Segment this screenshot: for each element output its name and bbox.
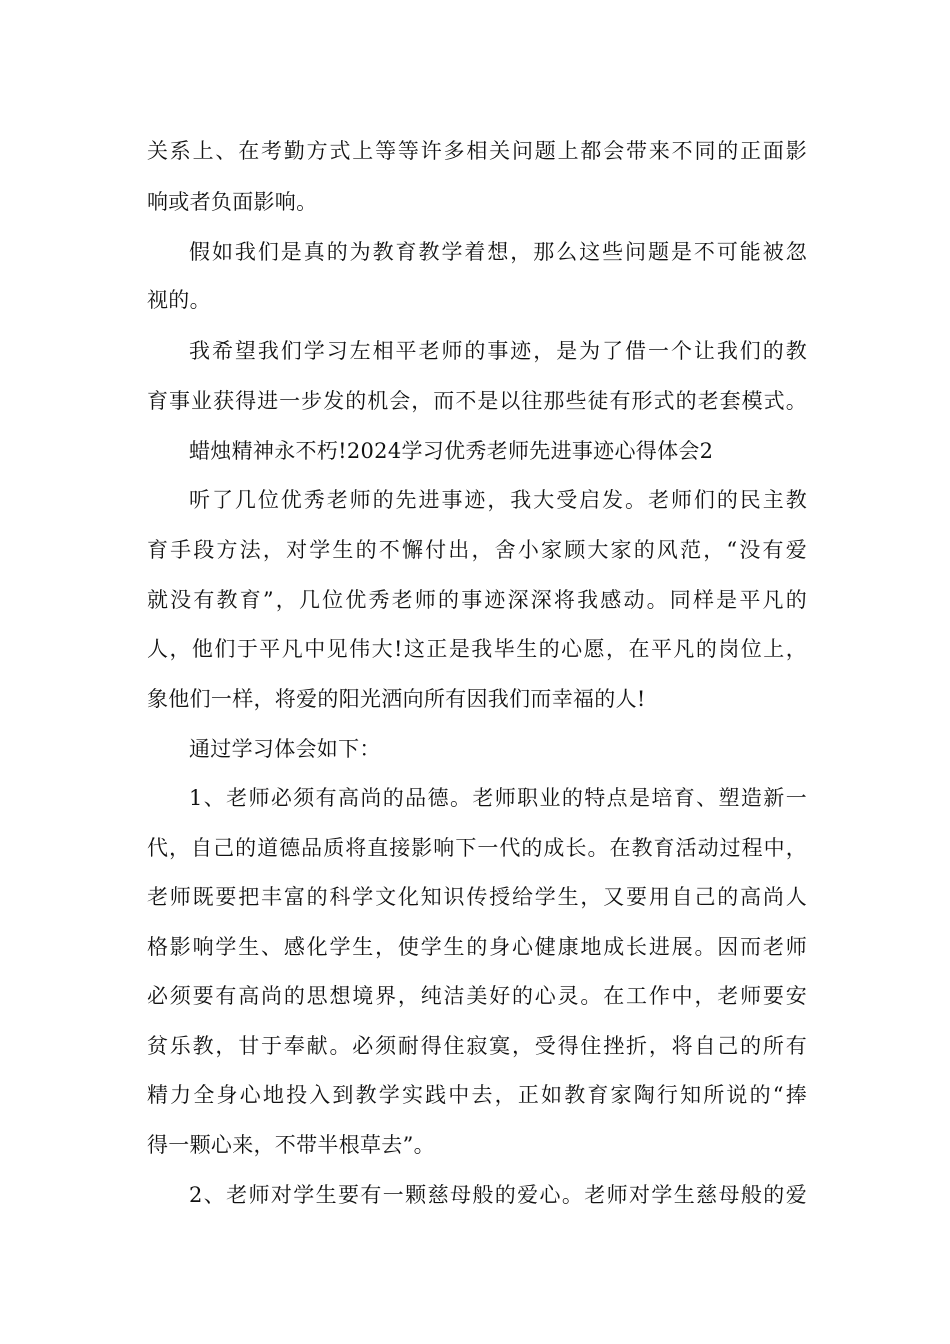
- text-line: 得一颗心来，不带半根草去”。: [147, 1133, 435, 1157]
- text-line: 格影响学生、感化学生，使学生的身心健康地成长进展。因而老师: [147, 935, 807, 959]
- text-line: 2、老师对学生要有一颗慈母般的爱心。老师对学生慈母般的爱: [189, 1183, 807, 1207]
- text-line: 通过学习体会如下：: [189, 737, 381, 761]
- text-line: 假如我们是真的为教育教学着想，那么这些问题是不可能被忽: [189, 240, 807, 264]
- text-line: 听了几位优秀老师的先进事迹，我大受启发。老师们的民主教: [189, 488, 807, 512]
- text-line: 人，他们于平凡中见伟大!这正是我毕生的心愿，在平凡的岗位上，: [147, 637, 807, 661]
- text-line: 精力全身心地投入到教学实践中去，正如教育家陶行知所说的“捧: [147, 1083, 807, 1107]
- text-line: 象他们一样，将爱的阳光洒向所有因我们而幸福的人!: [147, 687, 646, 711]
- section-heading: 蜡烛精神永不朽!2024学习优秀老师先进事迹心得体会2: [189, 439, 714, 463]
- text-line: 贫乐教，甘于奉献。必须耐得住寂寞，受得住挫折，将自己的所有: [147, 1034, 807, 1058]
- text-line: 育手段方法，对学生的不懈付出，舍小家顾大家的风范，“没有爱: [147, 538, 807, 562]
- text-line: 1、老师必须有高尚的品德。老师职业的特点是培育、塑造新一: [189, 786, 807, 810]
- text-line: 关系上、在考勤方式上等等许多相关问题上都会带来不同的正面影: [147, 139, 807, 163]
- text-line: 育事业获得进一步发的机会，而不是以往那些徒有形式的老套模式。: [147, 389, 807, 413]
- text-line: 我希望我们学习左相平老师的事迹，是为了借一个让我们的教: [189, 339, 807, 363]
- text-line: 老师既要把丰富的科学文化知识传授给学生，又要用自己的高尚人: [147, 885, 807, 909]
- text-line: 就没有教育”，几位优秀老师的事迹深深将我感动。同样是平凡的: [147, 588, 807, 612]
- text-line: 响或者负面影响。: [147, 190, 318, 214]
- text-line: 代，自己的道德品质将直接影响下一代的成长。在教育活动过程中，: [147, 836, 807, 860]
- text-line: 必须要有高尚的思想境界，纯洁美好的心灵。在工作中，老师要安: [147, 984, 807, 1008]
- text-line: 视的。: [147, 288, 211, 312]
